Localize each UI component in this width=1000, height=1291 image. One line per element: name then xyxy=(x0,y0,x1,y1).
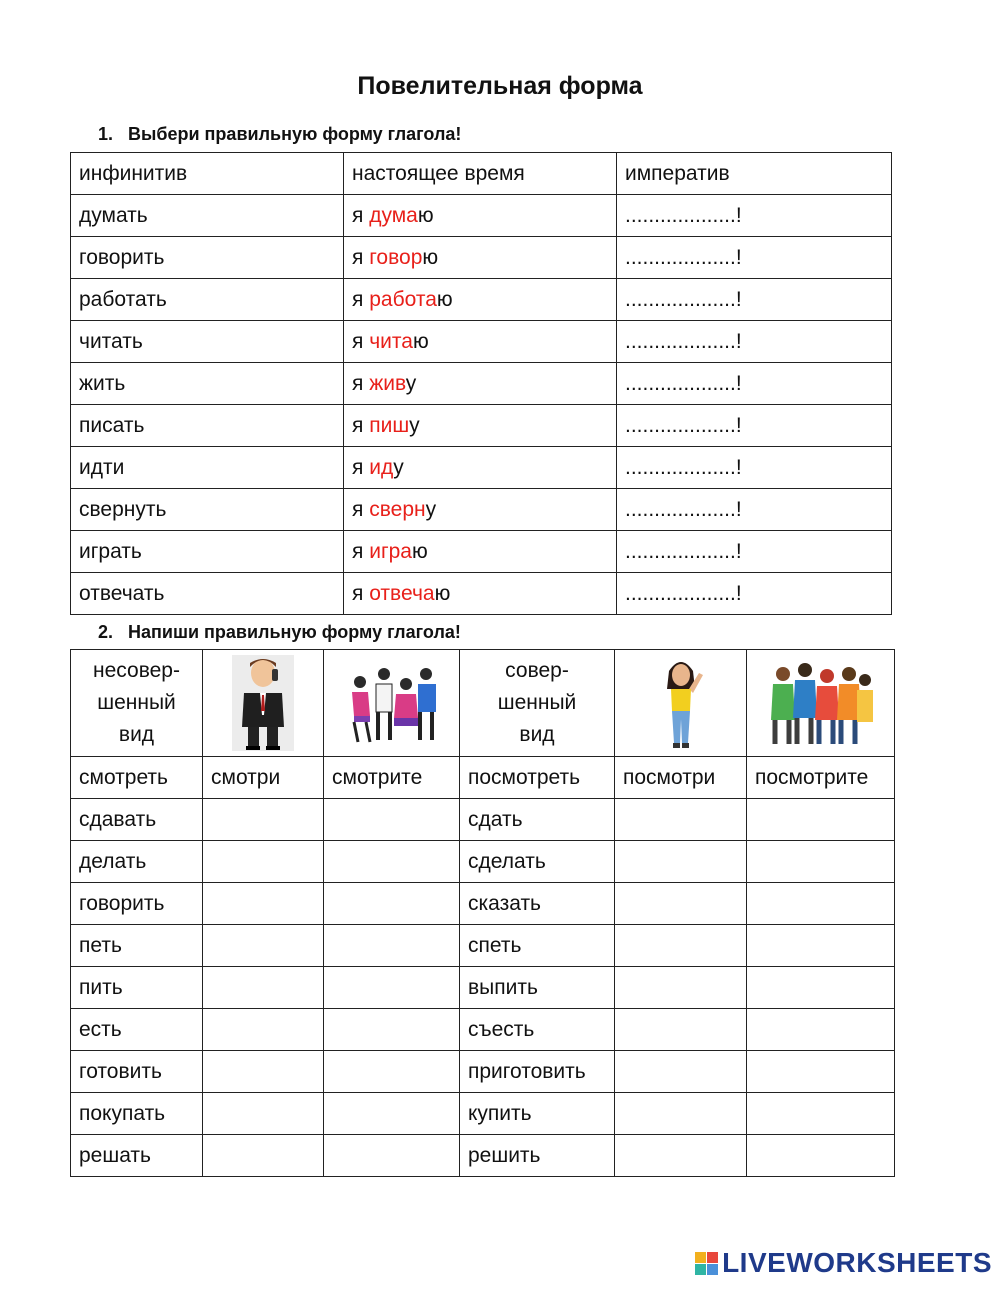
answer-field[interactable] xyxy=(747,967,895,1009)
table-row xyxy=(71,883,895,925)
answer-field[interactable] xyxy=(747,1093,895,1135)
verb-ending: у xyxy=(425,497,437,521)
verb-stem: дума xyxy=(369,203,418,227)
answer-field[interactable] xyxy=(324,841,460,883)
table-row xyxy=(71,1051,895,1093)
answer-field[interactable] xyxy=(324,967,460,1009)
table-header-row xyxy=(71,153,892,195)
table-row xyxy=(71,237,892,279)
answer-field[interactable] xyxy=(324,799,460,841)
present-tense-cell xyxy=(344,363,617,405)
answer-field[interactable] xyxy=(747,883,895,925)
liveworksheets-logo xyxy=(695,1247,992,1279)
present-tense-cell xyxy=(344,489,617,531)
pronoun: я xyxy=(352,371,370,395)
example-row xyxy=(71,757,895,799)
table-row xyxy=(71,1009,895,1051)
page-title: Повелительная форма xyxy=(357,72,643,100)
example-cell: посмотрите xyxy=(747,757,895,799)
perfective-verb-cell: приготовить xyxy=(460,1051,615,1093)
imperative-answer-field[interactable]: ...................! xyxy=(617,531,892,573)
verb-stem: ид xyxy=(369,455,394,479)
pronoun: я xyxy=(352,287,370,311)
task-1-heading xyxy=(98,124,461,145)
table-row xyxy=(71,447,892,489)
example-cell: смотрите xyxy=(324,757,460,799)
present-tense-cell xyxy=(344,531,617,573)
pronoun: я xyxy=(352,203,370,227)
table-row xyxy=(71,531,892,573)
answer-field[interactable] xyxy=(747,925,895,967)
verb-ending: ю xyxy=(436,287,453,311)
imperative-answer-field[interactable]: ...................! xyxy=(617,447,892,489)
answer-field[interactable] xyxy=(747,1135,895,1177)
infinitive-cell: свернуть xyxy=(71,489,344,531)
header-line: вид xyxy=(118,723,155,746)
answer-field[interactable] xyxy=(615,1093,747,1135)
table-row xyxy=(71,799,895,841)
example-cell: посмотри xyxy=(615,757,747,799)
pronoun: я xyxy=(352,497,370,521)
imperfective-verb-cell: готовить xyxy=(71,1051,203,1093)
verb-stem: отвеча xyxy=(369,581,435,605)
answer-field[interactable] xyxy=(615,967,747,1009)
imperfective-verb-cell: решать xyxy=(71,1135,203,1177)
answer-field[interactable] xyxy=(203,841,324,883)
answer-field[interactable] xyxy=(615,1009,747,1051)
present-tense-cell xyxy=(344,573,617,615)
answer-field[interactable] xyxy=(324,1051,460,1093)
pronoun: я xyxy=(352,455,370,479)
answer-field[interactable] xyxy=(747,841,895,883)
imperative-answer-field[interactable]: ...................! xyxy=(617,237,892,279)
imperfective-verb-cell: покупать xyxy=(71,1093,203,1135)
verb-stem: говор xyxy=(369,245,423,269)
perfective-verb-cell: сказать xyxy=(460,883,615,925)
present-tense-cell xyxy=(344,279,617,321)
answer-field[interactable] xyxy=(203,1135,324,1177)
answer-field[interactable] xyxy=(747,1009,895,1051)
verb-ending: у xyxy=(393,455,404,479)
answer-field[interactable] xyxy=(615,841,747,883)
pronoun: я xyxy=(352,539,370,563)
header-imperfective xyxy=(71,650,203,757)
present-tense-cell xyxy=(344,447,617,489)
imperative-answer-field[interactable]: ...................! xyxy=(617,195,892,237)
answer-field[interactable] xyxy=(615,925,747,967)
pronoun: я xyxy=(352,581,370,605)
pronoun: я xyxy=(352,245,370,269)
table-row xyxy=(71,489,892,531)
imperative-answer-field[interactable]: ...................! xyxy=(617,279,892,321)
logo-text: LIVEWORKSHEETS xyxy=(722,1247,992,1278)
task-2-number: 2. xyxy=(98,622,114,642)
example-cell: смотри xyxy=(203,757,324,799)
pronoun: я xyxy=(352,329,370,353)
task-1-number: 1. xyxy=(98,124,114,144)
verb-stem: чита xyxy=(369,329,413,353)
answer-field[interactable] xyxy=(203,1051,324,1093)
infinitive-cell: читать xyxy=(71,321,344,363)
table-row xyxy=(71,841,895,883)
imperative-table xyxy=(70,152,892,615)
imperfective-verb-cell: есть xyxy=(71,1009,203,1051)
verb-ending: у xyxy=(409,413,420,437)
header-line: шенный xyxy=(97,691,176,714)
header-line: несовер- xyxy=(93,659,180,682)
answer-field[interactable] xyxy=(615,883,747,925)
table-row xyxy=(71,925,895,967)
example-cell: посмотреть xyxy=(460,757,615,799)
verb-ending: ю xyxy=(412,329,429,353)
present-tense-cell xyxy=(344,195,617,237)
imperative-answer-field[interactable]: ...................! xyxy=(617,363,892,405)
perfective-verb-cell: сделать xyxy=(460,841,615,883)
task-1-text: Выбери правильную форму глагола! xyxy=(128,124,462,144)
group-of-people-image xyxy=(324,650,460,757)
imperative-answer-field[interactable]: ...................! xyxy=(617,321,892,363)
present-tense-cell xyxy=(344,237,617,279)
verb-ending: ю xyxy=(422,245,439,269)
infinitive-cell: отвечать xyxy=(71,573,344,615)
table-header-row xyxy=(71,650,895,757)
answer-field[interactable] xyxy=(615,1051,747,1093)
header-perfective xyxy=(460,650,615,757)
task-2-text: Напиши правильную форму глагола! xyxy=(128,622,461,642)
students-group-image xyxy=(747,650,895,757)
answer-field[interactable] xyxy=(203,1009,324,1051)
table-row xyxy=(71,279,892,321)
infinitive-cell: говорить xyxy=(71,237,344,279)
imperfective-verb-cell: сдавать xyxy=(71,799,203,841)
verb-ending: ю xyxy=(434,581,451,605)
infinitive-cell: работать xyxy=(71,279,344,321)
verb-ending: ю xyxy=(411,539,428,563)
header-imperative: императив xyxy=(617,153,892,195)
imperfective-verb-cell: пить xyxy=(71,967,203,1009)
perfective-verb-cell: выпить xyxy=(460,967,615,1009)
table-row xyxy=(71,321,892,363)
header-line: вид xyxy=(519,723,555,746)
logo-blocks-icon xyxy=(695,1252,718,1275)
present-tense-cell xyxy=(344,321,617,363)
verb-stem: сверн xyxy=(369,497,426,521)
answer-field[interactable] xyxy=(747,799,895,841)
infinitive-cell: идти xyxy=(71,447,344,489)
table-row xyxy=(71,1093,895,1135)
imperative-answer-field[interactable]: ...................! xyxy=(617,405,892,447)
perfective-verb-cell: решить xyxy=(460,1135,615,1177)
verb-ending: у xyxy=(405,371,417,395)
imperative-answer-field[interactable]: ...................! xyxy=(617,489,892,531)
answer-field[interactable] xyxy=(324,1009,460,1051)
answer-field[interactable] xyxy=(747,1051,895,1093)
answer-field[interactable] xyxy=(203,1093,324,1135)
table-row xyxy=(71,195,892,237)
verb-stem: жив xyxy=(369,371,406,395)
perfective-verb-cell: съесть xyxy=(460,1009,615,1051)
infinitive-cell: играть xyxy=(71,531,344,573)
answer-field[interactable] xyxy=(203,925,324,967)
header-present-tense: настоящее время xyxy=(344,153,617,195)
aspect-table xyxy=(70,649,895,1177)
present-tense-cell xyxy=(344,405,617,447)
header-line: шенный xyxy=(497,691,577,714)
infinitive-cell: писать xyxy=(71,405,344,447)
imperative-answer-field[interactable]: ...................! xyxy=(617,573,892,615)
table-row xyxy=(71,1135,895,1177)
imperfective-verb-cell: говорить xyxy=(71,883,203,925)
businessman-on-phone-image xyxy=(203,650,324,757)
answer-field[interactable] xyxy=(324,1093,460,1135)
verb-stem: игра xyxy=(369,539,412,563)
answer-field[interactable] xyxy=(203,883,324,925)
table-row xyxy=(71,405,892,447)
header-line: совер- xyxy=(505,659,569,682)
imperfective-verb-cell: делать xyxy=(71,841,203,883)
verb-stem: пиш xyxy=(369,413,410,437)
perfective-verb-cell: купить xyxy=(460,1093,615,1135)
example-cell: смотреть xyxy=(71,757,203,799)
header-infinitive: инфинитив xyxy=(71,153,344,195)
imperfective-verb-cell: петь xyxy=(71,925,203,967)
infinitive-cell: жить xyxy=(71,363,344,405)
perfective-verb-cell: сдать xyxy=(460,799,615,841)
answer-field[interactable] xyxy=(324,925,460,967)
table-row xyxy=(71,967,895,1009)
perfective-verb-cell: спеть xyxy=(460,925,615,967)
verb-ending: ю xyxy=(417,203,434,227)
pronoun: я xyxy=(352,413,370,437)
answer-field[interactable] xyxy=(324,1135,460,1177)
answer-field[interactable] xyxy=(615,1135,747,1177)
verb-stem: работа xyxy=(369,287,437,311)
table-row xyxy=(71,573,892,615)
infinitive-cell: думать xyxy=(71,195,344,237)
answer-field[interactable] xyxy=(324,883,460,925)
task-2-heading xyxy=(98,622,461,643)
answer-field[interactable] xyxy=(615,799,747,841)
answer-field[interactable] xyxy=(203,967,324,1009)
answer-field[interactable] xyxy=(203,799,324,841)
table-row xyxy=(71,363,892,405)
woman-waving-image xyxy=(615,650,747,757)
